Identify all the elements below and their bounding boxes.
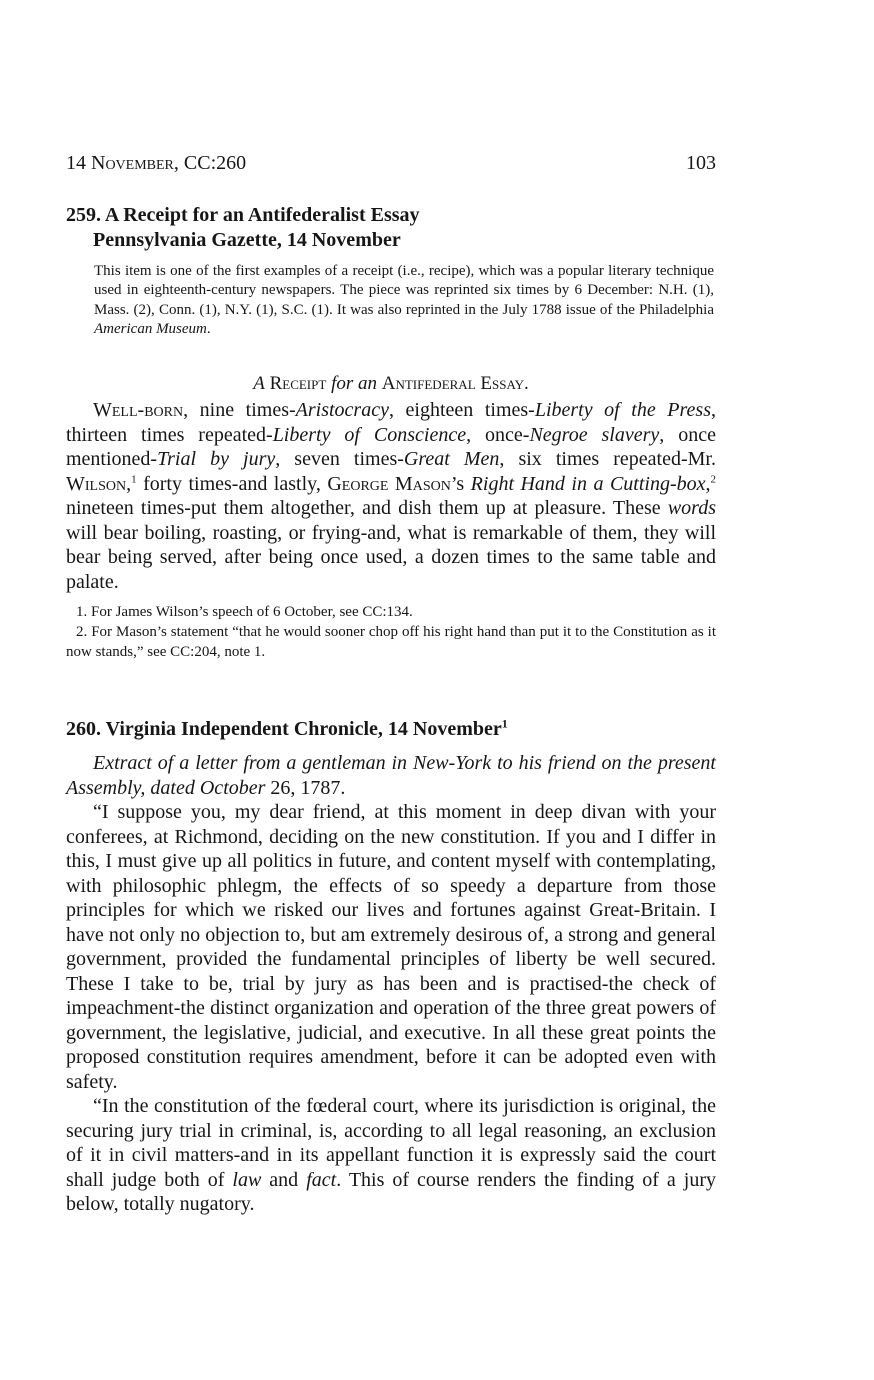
header-month: November bbox=[91, 152, 174, 174]
heading-line-2: Pennsylvania Gazette, 14 November bbox=[93, 229, 401, 251]
document-260-heading: 260. Virginia Independent Chronicle, 14 November$^1$ bbox=[66, 716, 508, 740]
letter-paragraph-1: “I suppose you, my dear friend, at this moment in deep divan with your conferees, at Richmond, deciding on the new constitution. If you and I differ in this, I must give up all politics in future, and content myself with contemplating, with philosophic phlegm, the effects of so speedy a departure from those principles for which we risked our lives and fortunes against Great-Britain. I have not only no objection to, but am extremely desirous of, a strong and general government, provided the fundamental principles of liberty be well secured. These I take to be, trial by jury as has been and is practised-the check of impeachment-the distinct organization and operation of the three great powers of government, the legislative, judicial, and executive. In all these great points the proposed constitution requires amendment, before it can be adopted even with safety. bbox=[66, 801, 716, 1093]
letter-body bbox=[66, 751, 716, 1217]
receipt-paragraph: Well-born, nine times-Aristocracy, eighteen times-Liberty of the Press, thirteen times repeated-Liberty of Conscience, once-Negroe slavery, once mentioned-Trial by jury, seven times-Great Men, six times repeated-Mr. Wilson,$^1$ forty times-and lastly, George Mason’s Right Hand in a Cutting-box,$^2$ nineteen times-put them altogether, and dish them up at pleasure. These words will bear boiling, roasting, or frying-and, what is remarkable of them, they will bear being served, after being once used, a dozen times to the same table and palate. bbox=[66, 399, 717, 593]
footnote-1: 1. For James Wilson’s speech of 6 October, see CC:134. bbox=[76, 604, 413, 620]
footnote-2: 2. For Mason’s statement “that he would sooner chop off his right hand than put it to the Constitution as it now stands,” see CC:204, note 1. bbox=[66, 624, 716, 660]
footnote-ref-1[interactable]: 1 bbox=[131, 472, 137, 485]
editorial-introduction: This item is one of the first examples of a receipt (i.e., recipe), which was a popular literary technique used in eighteenth-century newspapers. The piece was reprinted six times by 6 December: N.H. (1), Mass. (2), Conn. (1), N.Y. (1), S.C. (1). It was also reprinted in the July 1788 issue of the Philadelphia American Museum. bbox=[94, 263, 714, 338]
receipt-body bbox=[66, 398, 716, 594]
running-header-left: 14 November, CC:260 bbox=[66, 152, 247, 174]
running-header bbox=[66, 152, 716, 178]
page-number: 103 bbox=[686, 152, 716, 174]
footnote-ref-2[interactable]: 2 bbox=[710, 472, 716, 485]
footnotes bbox=[66, 602, 716, 662]
heading-line-1: 259. A Receipt for an Antifederalist Essay bbox=[66, 204, 420, 226]
extract-line: Extract of a letter from a gentleman in New-York to his friend on the present Assembly, dated October 26, 1787. bbox=[66, 752, 716, 799]
essay-title: A Receipt for an Antifederal Essay. bbox=[253, 373, 529, 394]
heading-footnote-ref[interactable]: 1 bbox=[501, 716, 508, 731]
document-259-heading bbox=[66, 203, 420, 253]
letter-paragraph-2: “In the constitution of the fœderal court, where its jurisdiction is original, the securing jury trial in criminal, is, according to all legal reasoning, an exclusion of it in civil matters-and in its appellant function it is expressly said the court shall judge both of law and fact. This of course renders the finding of a jury below, totally nugatory. bbox=[66, 1095, 716, 1215]
museum-title: American Museum bbox=[94, 321, 207, 338]
